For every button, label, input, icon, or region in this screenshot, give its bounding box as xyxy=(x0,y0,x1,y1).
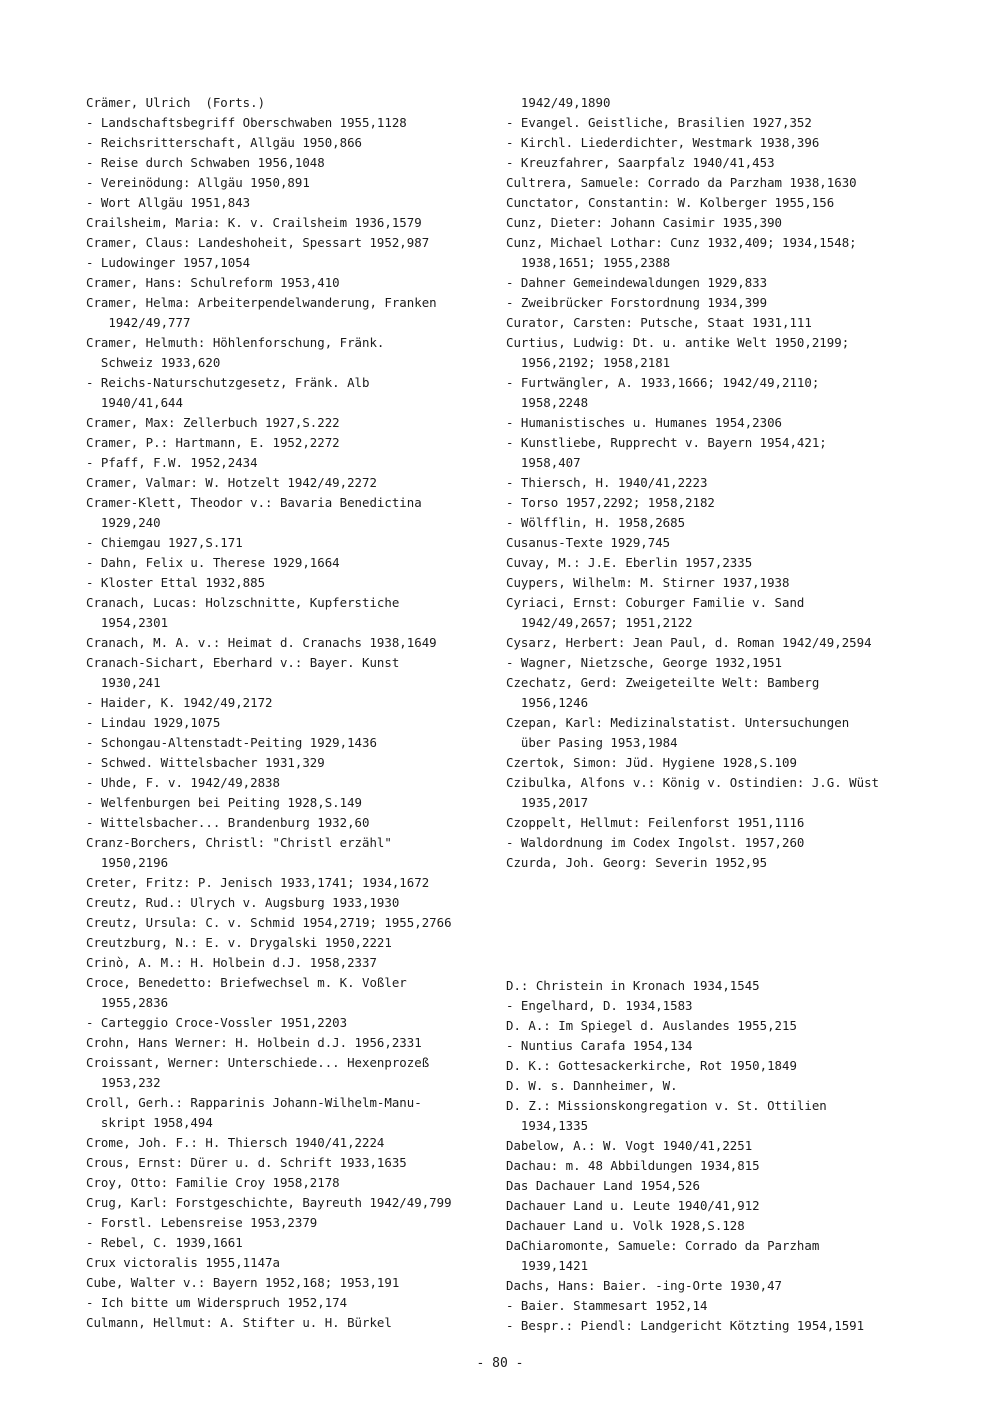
index-entry: - Landschaftsbegriff Oberschwaben 1955,1128 xyxy=(86,115,407,130)
index-entry: Dabelow, A.: W. Vogt 1940/41,2251 xyxy=(506,1138,753,1153)
index-entry: - Reichsritterschaft, Allgäu 1950,866 xyxy=(86,135,363,150)
index-entry: Czoppelt, Hellmut: Feilenforst 1951,1116 xyxy=(506,815,805,830)
index-entry: - Nuntius Carafa 1954,134 xyxy=(506,1038,693,1053)
index-entry: Cysarz, Herbert: Jean Paul, d. Roman 1942/49,2594 xyxy=(506,635,872,650)
index-entry: Das Dachauer Land 1954,526 xyxy=(506,1178,700,1193)
index-entry: Crug, Karl: Forstgeschichte, Bayreuth 1942/49,799 xyxy=(86,1195,452,1210)
index-entry: Cramer, Valmar: W. Hotzelt 1942/49,2272 xyxy=(86,475,377,490)
index-entry: - Haider, K. 1942/49,2172 xyxy=(86,695,273,710)
index-entry: Cunctator, Constantin: W. Kolberger 1955,156 xyxy=(506,195,835,210)
index-entry: - Bespr.: Piendl: Landgericht Kötzting 1954,1591 xyxy=(506,1318,865,1333)
index-entry: Creutz, Rud.: Ulrych v. Augsburg 1933,1930 xyxy=(86,895,400,910)
index-entry: - Wort Allgäu 1951,843 xyxy=(86,195,251,210)
index-entry: Crux victoralis 1955,1147a xyxy=(86,1255,280,1270)
index-entry: Creutzburg, N.: E. v. Drygalski 1950,2221 xyxy=(86,935,392,950)
index-entry: DaChiaromonte, Samuele: Corrado da Parzham xyxy=(506,1238,820,1253)
index-entry: Cuypers, Wilhelm: M. Stirner 1937,1938 xyxy=(506,575,790,590)
index-entry: - Wittelsbacher... Brandenburg 1932,60 xyxy=(86,815,370,830)
index-entry: 1953,232 xyxy=(86,1075,161,1090)
index-entry: - Schwed. Wittelsbacher 1931,329 xyxy=(86,755,325,770)
index-entry: Creter, Fritz: P. Jenisch 1933,1741; 1934,1672 xyxy=(86,875,430,890)
index-entry: Czibulka, Alfons v.: König v. Ostindien: J.G. Wüst xyxy=(506,775,879,790)
index-entry: - Ludowinger 1957,1054 xyxy=(86,255,251,270)
index-entry: Czertok, Simon: Jüd. Hygiene 1928,S.109 xyxy=(506,755,797,770)
index-entry: - Dahn, Felix u. Therese 1929,1664 xyxy=(86,555,340,570)
index-entry: - Dahner Gemeindewaldungen 1929,833 xyxy=(506,275,768,290)
index-entry: 1940/41,644 xyxy=(86,395,183,410)
index-entry: Dachs, Hans: Baier. -ing-Orte 1930,47 xyxy=(506,1278,783,1293)
index-entry: - Carteggio Croce-Vossler 1951,2203 xyxy=(86,1015,348,1030)
index-entry: - Humanistisches u. Humanes 1954,2306 xyxy=(506,415,783,430)
index-entry: 1950,2196 xyxy=(86,855,169,870)
index-entry: Crous, Ernst: Dürer u. d. Schrift 1933,1635 xyxy=(86,1155,407,1170)
index-entry: - Reichs-Naturschutzgesetz, Fränk. Alb xyxy=(86,375,370,390)
index-entry: Dachauer Land u. Leute 1940/41,912 xyxy=(506,1198,760,1213)
index-entry: 1929,240 xyxy=(86,515,161,530)
index-entry: 1954,2301 xyxy=(86,615,169,630)
index-entry: Crome, Joh. F.: H. Thiersch 1940/41,2224 xyxy=(86,1135,385,1150)
index-entry: - Forstl. Lebensreise 1953,2379 xyxy=(86,1215,318,1230)
index-entry: - Zweibrücker Forstordnung 1934,399 xyxy=(506,295,768,310)
index-entry: Dachauer Land u. Volk 1928,S.128 xyxy=(506,1218,745,1233)
index-entry: Croce, Benedetto: Briefwechsel m. K. Voßler xyxy=(86,975,407,990)
index-entry: - Welfenburgen bei Peiting 1928,S.149 xyxy=(86,795,363,810)
index-entry: Cube, Walter v.: Bayern 1952,168; 1953,191 xyxy=(86,1275,400,1290)
index-column-right-top xyxy=(506,93,926,873)
index-entry: Crailsheim, Maria: K. v. Crailsheim 1936,1579 xyxy=(86,215,422,230)
index-entry: Cramer, Hans: Schulreform 1953,410 xyxy=(86,275,340,290)
index-entry: Czechatz, Gerd: Zweigeteilte Welt: Bamberg xyxy=(506,675,820,690)
index-entry: D.: Christein in Kronach 1934,1545 xyxy=(506,978,760,993)
index-column-left xyxy=(86,93,491,1333)
index-entry: 1938,1651; 1955,2388 xyxy=(506,255,671,270)
index-entry: - Schongau-Altenstadt-Peiting 1929,1436 xyxy=(86,735,377,750)
index-entry: - Vereinödung: Allgäu 1950,891 xyxy=(86,175,310,190)
index-entry: 1958,2248 xyxy=(506,395,589,410)
index-entry: - Wagner, Nietzsche, George 1932,1951 xyxy=(506,655,783,670)
index-entry: - Ich bitte um Widerspruch 1952,174 xyxy=(86,1295,348,1310)
index-entry: 1942/49,777 xyxy=(86,315,191,330)
index-entry: Cramer, Helmuth: Höhlenforschung, Fränk. xyxy=(86,335,385,350)
index-entry: - Uhde, F. v. 1942/49,2838 xyxy=(86,775,280,790)
index-entry: Croy, Otto: Familie Croy 1958,2178 xyxy=(86,1175,340,1190)
index-entry: D. Z.: Missionskongregation v. St. Ottilien xyxy=(506,1098,827,1113)
index-entry: Cunz, Dieter: Johann Casimir 1935,390 xyxy=(506,215,783,230)
index-entry: Dachau: m. 48 Abbildungen 1934,815 xyxy=(506,1158,760,1173)
index-entry: Croissant, Werner: Unterschiede... Hexenprozeß xyxy=(86,1055,430,1070)
index-entry: - Kloster Ettal 1932,885 xyxy=(86,575,266,590)
index-entry: Crämer, Ulrich (Forts.) xyxy=(86,95,266,110)
index-entry: - Engelhard, D. 1934,1583 xyxy=(506,998,693,1013)
index-entry: Crohn, Hans Werner: H. Holbein d.J. 1956,2331 xyxy=(86,1035,422,1050)
index-entry: D. W. s. Dannheimer, W. xyxy=(506,1078,678,1093)
index-entry: - Evangel. Geistliche, Brasilien 1927,352 xyxy=(506,115,812,130)
index-entry: - Kreuzfahrer, Saarpfalz 1940/41,453 xyxy=(506,155,775,170)
index-column-right-bottom xyxy=(506,976,926,1336)
index-entry: - Reise durch Schwaben 1956,1048 xyxy=(86,155,325,170)
index-entry: Curtius, Ludwig: Dt. u. antike Welt 1950,2199; xyxy=(506,335,850,350)
page-number: - 80 - xyxy=(476,1356,524,1371)
index-entry: Culmann, Hellmut: A. Stifter u. H. Bürkel xyxy=(86,1315,392,1330)
index-entry: - Baier. Stammesart 1952,14 xyxy=(506,1298,708,1313)
index-entry: 1930,241 xyxy=(86,675,161,690)
index-entry: 1934,1335 xyxy=(506,1118,589,1133)
index-entry: - Wölfflin, H. 1958,2685 xyxy=(506,515,686,530)
index-entry: 1956,1246 xyxy=(506,695,589,710)
index-entry: 1955,2836 xyxy=(86,995,169,1010)
index-entry: - Pfaff, F.W. 1952,2434 xyxy=(86,455,258,470)
index-entry: Czepan, Karl: Medizinalstatist. Untersuchungen xyxy=(506,715,850,730)
index-entry: - Furtwängler, A. 1933,1666; 1942/49,2110; xyxy=(506,375,820,390)
index-entry: - Torso 1957,2292; 1958,2182 xyxy=(506,495,715,510)
index-entry: Cranz-Borchers, Christl: "Christl erzähl" xyxy=(86,835,392,850)
index-entry: Cramer, Helma: Arbeiterpendelwanderung, Franken xyxy=(86,295,437,310)
index-entry: Cultrera, Samuele: Corrado da Parzham 1938,1630 xyxy=(506,175,857,190)
index-entry: Cunz, Michael Lothar: Cunz 1932,409; 1934,1548; xyxy=(506,235,857,250)
index-entry: Schweiz 1933,620 xyxy=(86,355,221,370)
index-entry: Croll, Gerh.: Rapparinis Johann-Wilhelm-Manu- xyxy=(86,1095,422,1110)
index-entry: D. A.: Im Spiegel d. Auslandes 1955,215 xyxy=(506,1018,797,1033)
index-entry: Cramer, P.: Hartmann, E. 1952,2272 xyxy=(86,435,340,450)
index-entry: - Rebel, C. 1939,1661 xyxy=(86,1235,243,1250)
index-entry: Cuvay, M.: J.E. Eberlin 1957,2335 xyxy=(506,555,753,570)
index-entry: D. K.: Gottesackerkirche, Rot 1950,1849 xyxy=(506,1058,797,1073)
index-entry: Cusanus-Texte 1929,745 xyxy=(506,535,671,550)
index-entry: Cramer, Max: Zellerbuch 1927,S.222 xyxy=(86,415,340,430)
index-entry: - Waldordnung im Codex Ingolst. 1957,260 xyxy=(506,835,805,850)
index-entry: Crinò, A. M.: H. Holbein d.J. 1958,2337 xyxy=(86,955,377,970)
index-entry: - Chiemgau 1927,S.171 xyxy=(86,535,243,550)
index-entry: Curator, Carsten: Putsche, Staat 1931,111 xyxy=(506,315,812,330)
index-entry: Cramer-Klett, Theodor v.: Bavaria Benedictina xyxy=(86,495,422,510)
index-entry: skript 1958,494 xyxy=(86,1115,213,1130)
index-entry: - Thiersch, H. 1940/41,2223 xyxy=(506,475,708,490)
index-entry: 1942/49,1890 xyxy=(506,95,611,110)
index-entry: Cranach, M. A. v.: Heimat d. Cranachs 1938,1649 xyxy=(86,635,437,650)
index-entry: - Kunstliebe, Rupprecht v. Bayern 1954,421; xyxy=(506,435,827,450)
index-entry: 1956,2192; 1958,2181 xyxy=(506,355,671,370)
index-entry: 1935,2017 xyxy=(506,795,589,810)
index-entry: über Pasing 1953,1984 xyxy=(506,735,678,750)
index-entry: - Kirchl. Liederdichter, Westmark 1938,396 xyxy=(506,135,820,150)
index-entry: 1939,1421 xyxy=(506,1258,589,1273)
index-entry: Creutz, Ursula: C. v. Schmid 1954,2719; 1955,2766 xyxy=(86,915,452,930)
index-entry: Cramer, Claus: Landeshoheit, Spessart 1952,987 xyxy=(86,235,430,250)
index-entry: 1958,407 xyxy=(506,455,581,470)
index-entry: Czurda, Joh. Georg: Severin 1952,95 xyxy=(506,855,768,870)
index-entry: Cyriaci, Ernst: Coburger Familie v. Sand xyxy=(506,595,805,610)
index-entry: - Lindau 1929,1075 xyxy=(86,715,221,730)
index-entry: 1942/49,2657; 1951,2122 xyxy=(506,615,693,630)
index-entry: Cranach-Sichart, Eberhard v.: Bayer. Kunst xyxy=(86,655,400,670)
index-entry: Cranach, Lucas: Holzschnitte, Kupferstiche xyxy=(86,595,400,610)
